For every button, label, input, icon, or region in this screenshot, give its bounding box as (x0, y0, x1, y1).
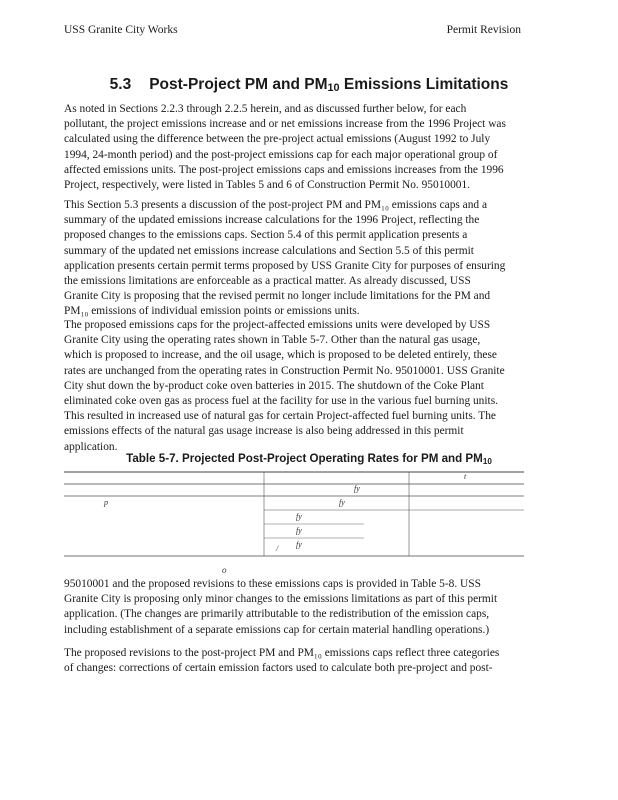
table-fragment: / (276, 544, 279, 553)
text-line: calculated using the difference between the pre-project actual emissions (August 1992 to July (64, 133, 491, 146)
text-line: summary of the updated net emissions increase calculations and Section 5.5 of this permit (64, 244, 474, 257)
text-line: summary of the updated emissions increase calculations for the 1996 Project, reflecting the (64, 214, 480, 227)
table-fragment: fy (354, 484, 360, 493)
paragraph-1 (64, 102, 524, 193)
section-title-suffix: Emissions Limitations (339, 76, 509, 93)
text-line: the emissions limitations are enforceable as a practical matter. As already discussed, USS (64, 275, 471, 288)
text-line: 1994, 24-month period) and the post-project emissions cap for each major operational group of (64, 148, 498, 161)
table-caption (0, 452, 618, 466)
text-line: pollutant, the project emissions increase and or net emissions increase from the 1996 Project was (64, 118, 506, 131)
section-title-text: Post-Project PM and PM (149, 76, 328, 93)
text-line: application. (64, 440, 118, 453)
table-rules (64, 468, 524, 568)
paragraph-3 (64, 318, 524, 455)
text-line: City shut down the by-product coke oven batteries in 2015. The shutdown of the Coke Plant (64, 379, 484, 392)
table-fragment: fy (296, 526, 302, 535)
text-line: Granite City is proposing that the revised permit no longer include limitations for the PM and (64, 290, 491, 303)
text-line: application. (The changes are primarily attributable to the redistribution of the emission caps, (64, 608, 490, 621)
text-line: rates are unchanged from the operating rates in Construction Permit No. 95010001. USS Granite (64, 364, 505, 377)
paragraph-4 (64, 577, 524, 638)
text-line: Project, respectively, were listed in Tables 5 and 6 of Construction Permit No. 95010001. (64, 179, 471, 192)
text-line: PM₁₀ emissions of individual emission points or emissions units. (64, 305, 360, 318)
text-line: proposed changes to the emissions caps. Section 5.4 of this permit application presents a (64, 229, 468, 242)
section-title (0, 76, 618, 94)
section-number: 5.3 (109, 76, 132, 93)
text-line: The proposed revisions to the post-project PM and PM₁₀ emissions caps reflect three categories (64, 647, 500, 659)
running-header-right: Permit Revision (446, 24, 521, 36)
text-line: 95010001 and the proposed revisions to these emissions caps is provided in Table 5-8. USS (64, 578, 481, 590)
text-line: Granite City using the operating rates shown in Table 5-7. Other than the natural gas usage, (64, 334, 481, 347)
text-line: which is proposed to increase, and the oil usage, which is proposed to be deleted entirely, these (64, 349, 497, 362)
table-fragment: t (464, 472, 467, 481)
text-line: application presents certain permit terms proposed by USS Granite City for purposes of ensuring (64, 259, 506, 272)
table-fragment: fy (339, 498, 345, 507)
paragraph-5 (64, 646, 524, 676)
table-fragment: p (104, 498, 108, 507)
text-line: eliminated coke oven gas as process fuel at the facility for use in the various fuel burning units. (64, 395, 498, 408)
text-line: of changes: corrections of certain emission factors used to calculate both pre-project and post- (64, 662, 493, 675)
running-header-left: USS Granite City Works (64, 24, 178, 36)
table-fragment: fy (296, 540, 302, 549)
table-caption-subscript: 10 (482, 457, 492, 466)
text-line: The proposed emissions caps for the project-affected emissions units were developed by USS (64, 319, 491, 331)
text-line: emissions effects of the natural gas usage increase is also being addressed in this permit (64, 425, 464, 438)
text-line: Granite City is proposing only minor changes to the emissions limitations as part of this permit (64, 593, 498, 606)
text-line: affected emissions units. The post-project emissions caps and emissions increases from the 1996 (64, 163, 504, 176)
stray-mark: o (222, 565, 227, 575)
text-line: including establishment of a separate emissions cap for certain material handling operations.) (64, 623, 490, 636)
text-line: This resulted in increased use of natural gas for certain Project-affected fuel burning units. The (64, 410, 496, 423)
operating-rates-table (64, 468, 524, 568)
text-line: As noted in Sections 2.2.3 through 2.2.5 herein, and as discussed further below, for each (64, 103, 467, 115)
table-caption-text: Table 5-7. Projected Post-Project Operating Rates for PM and PM (126, 452, 483, 465)
table-fragment: fy (296, 512, 302, 521)
text-line: This Section 5.3 presents a discussion of the post-project PM and PM₁₀ emissions caps and a (64, 199, 488, 211)
section-title-subscript: 10 (327, 82, 340, 94)
paragraph-2 (64, 198, 524, 320)
